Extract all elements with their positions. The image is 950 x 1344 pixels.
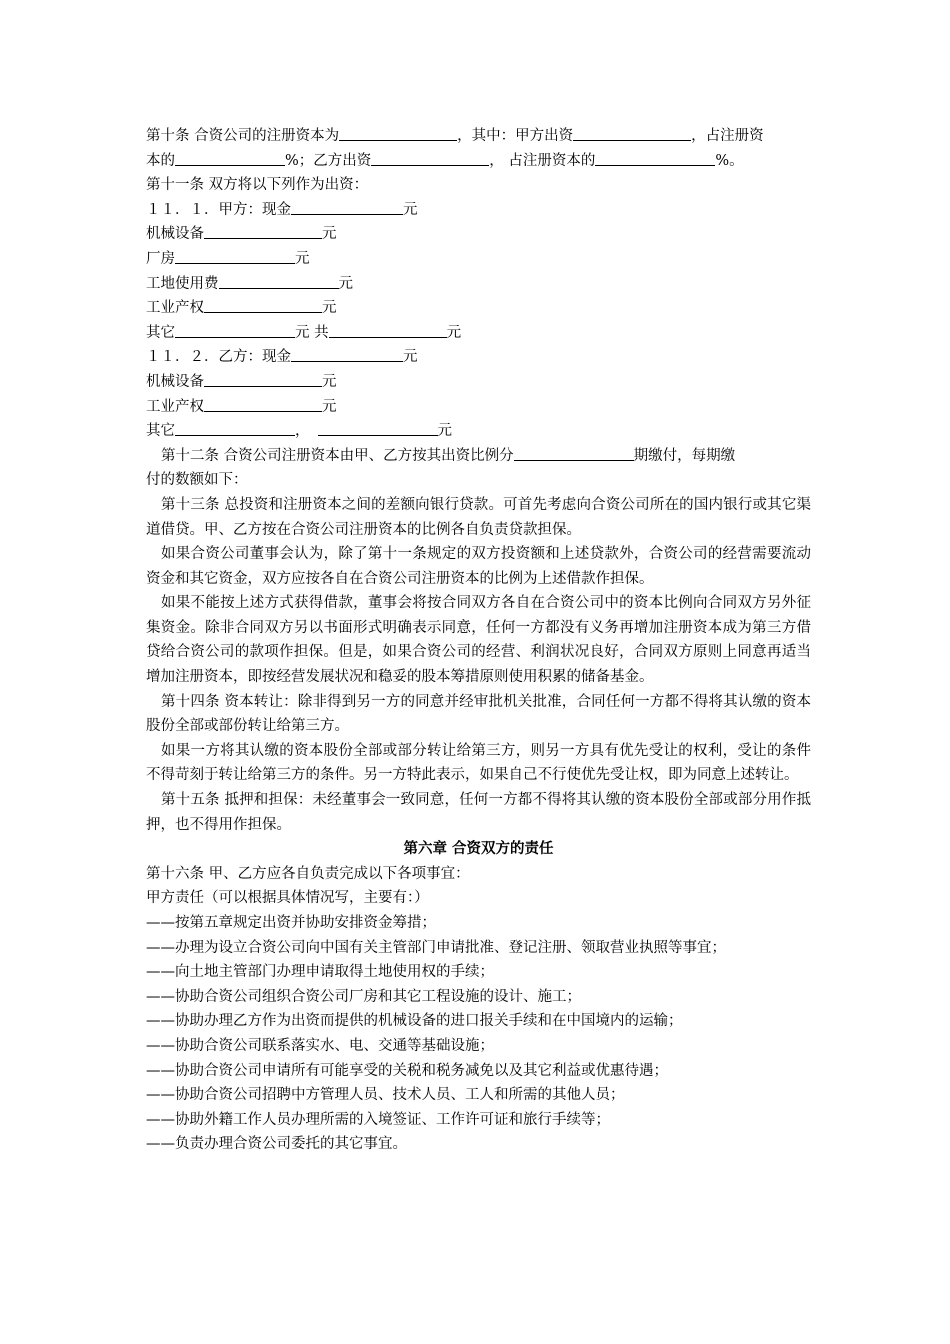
chapter-6-heading: 第六章 合资双方的责任 [403,840,554,858]
party-b-percent-blank [595,150,715,166]
article-13-paragraph-1: 第十三条 总投资和注册资本之间的差额向银行贷款。可首先考虑向合资公司所在的国内银行或其它渠道借贷。甲、乙方按在合资公司注册资本的比例各自负责贷款担保。 [146,496,811,538]
party-b-cash-blank [291,346,403,362]
party-b-ip-line: 工业产权 元 [146,395,811,420]
installments-blank [514,445,634,461]
party-a-total-blank [329,322,447,338]
article-10-line-1: 第十条 合资公司的注册资本为 ，其中：甲方出资 ，占注册资 [146,124,811,149]
article-13-paragraph-3: 如果不能按上述方式获得借款，董事会将按合同双方各自在合资公司中的资本比例向合同双方另外征集资金。除非合同双方另以书面形式明确表示同意，任何一方都没有义务再增加注册资本成为第三方借贷给合资公司的款项作担保。但是，如果合资公司的经营、利润状况良好，合同双方原则上同意再适当增加注册资本，即按经营发展状况和稳妥的股本筹措原则使用积累的储备基金。 [146,595,811,686]
article-14-paragraph-2: 如果一方将其认缴的资本股份全部或部分转让给第三方，则另一方具有优先受让的权利，受让的条件不得苛刻于转让给第三方的条件。另一方特此表示，如果自己不行使优先受让权，即为同意上述转让。 [146,742,811,784]
article-12-line-1: 第十二条 合资公司注册资本由甲、乙方按其出资比例分 期缴付，每期缴 [146,444,811,469]
responsibility-item: ——协助合资公司申请所有可能享受的关税和税务减免以及其它利益或优惠待遇； [146,1062,668,1079]
party-b-contribution-blank [371,150,489,166]
party-a-contribution-blank [573,125,691,141]
party-b-machine-line: 机械设备 元 [146,370,811,395]
registered-capital-blank [339,125,457,141]
party-a-other-blank [175,322,295,338]
party-a-factory-blank [175,248,295,264]
party-a-factory-line: 厂房 元 [146,247,811,272]
party-a-cash-line: １１．１．甲方：现金 元 [146,198,811,223]
party-b-ip-blank [204,396,322,412]
party-a-machine-line: 机械设备 元 [146,222,811,247]
party-b-other-blank [175,420,295,436]
responsibility-item: ——协助外籍工作人员办理所需的入境签证、工作许可证和旅行手续等； [146,1111,610,1128]
article-14-paragraph-1: 第十四条 资本转让：除非得到另一方的同意并经审批机关批准，合同任何一方都不得将其认缴的资本股份全部或部份转让给第三方。 [146,693,811,735]
party-a-land-fee-blank [219,273,339,289]
responsibility-item: ——负责办理合资公司委托的其它事宜。 [146,1136,407,1153]
party-a-machine-blank [204,223,322,239]
responsibility-item: ——协助合资公司联系落实水、电、交通等基础设施； [146,1037,494,1054]
party-a-ip-blank [204,297,322,313]
party-a-cash-blank [291,199,403,215]
responsibility-item: ——协助办理乙方作为出资而提供的机械设备的进口报关手续和在中国境内的运输； [146,1013,683,1030]
party-a-other-line: 其它 元 共 元 [146,321,811,346]
responsibility-item: ——办理为设立合资公司向中国有关主管部门申请批准、登记注册、领取营业执照等事宜； [146,939,726,956]
responsibility-item: ——协助合资公司组织合资公司厂房和其它工程设施的设计、施工； [146,988,581,1005]
party-b-other-line: 其它 ， 元 [146,419,811,444]
article-10-line-2: 本的 %；乙方出资 ， 占注册资本的 %。 [146,149,811,174]
article-12-line-2: 付的数额如下： [146,472,248,489]
party-a-land-fee-line: 工地使用费 元 [146,272,811,297]
responsibility-item: ——向土地主管部门办理申请取得土地使用权的手续； [146,964,494,981]
party-a-percent-blank [175,150,285,166]
responsibility-item: ——协助合资公司招聘中方管理人员、技术人员、工人和所需的其他人员； [146,1087,625,1104]
article-15-paragraph-1: 第十五条 抵押和担保：未经董事会一致同意，任何一方都不得将其认缴的资本股份全部或部分用作抵押，也不得用作担保。 [146,792,811,833]
article-11-title: 第十一条 双方将以下列作为出资： [146,177,369,194]
document-page [146,124,811,1157]
article-16-title: 第十六条 甲、乙方应各自负责完成以下各项事宜： [146,865,470,882]
party-a-responsibilities-title: 甲方责任（可以根据具体情况写，主要有：） [146,890,429,907]
party-b-machine-blank [204,371,322,387]
responsibility-item: ——按第五章规定出资并协助安排资金筹措； [146,915,436,931]
party-b-cash-line: １１．２．乙方：现金 元 [146,345,811,370]
party-b-total-blank [318,420,438,436]
party-a-ip-line: 工业产权 元 [146,296,811,321]
article-13-paragraph-2: 如果合资公司董事会认为，除了第十一条规定的双方投资额和上述贷款外，合资公司的经营需要流动资金和其它资金，双方应按各自在合资公司注册资本的比例为上述借款作担保。 [146,546,811,587]
